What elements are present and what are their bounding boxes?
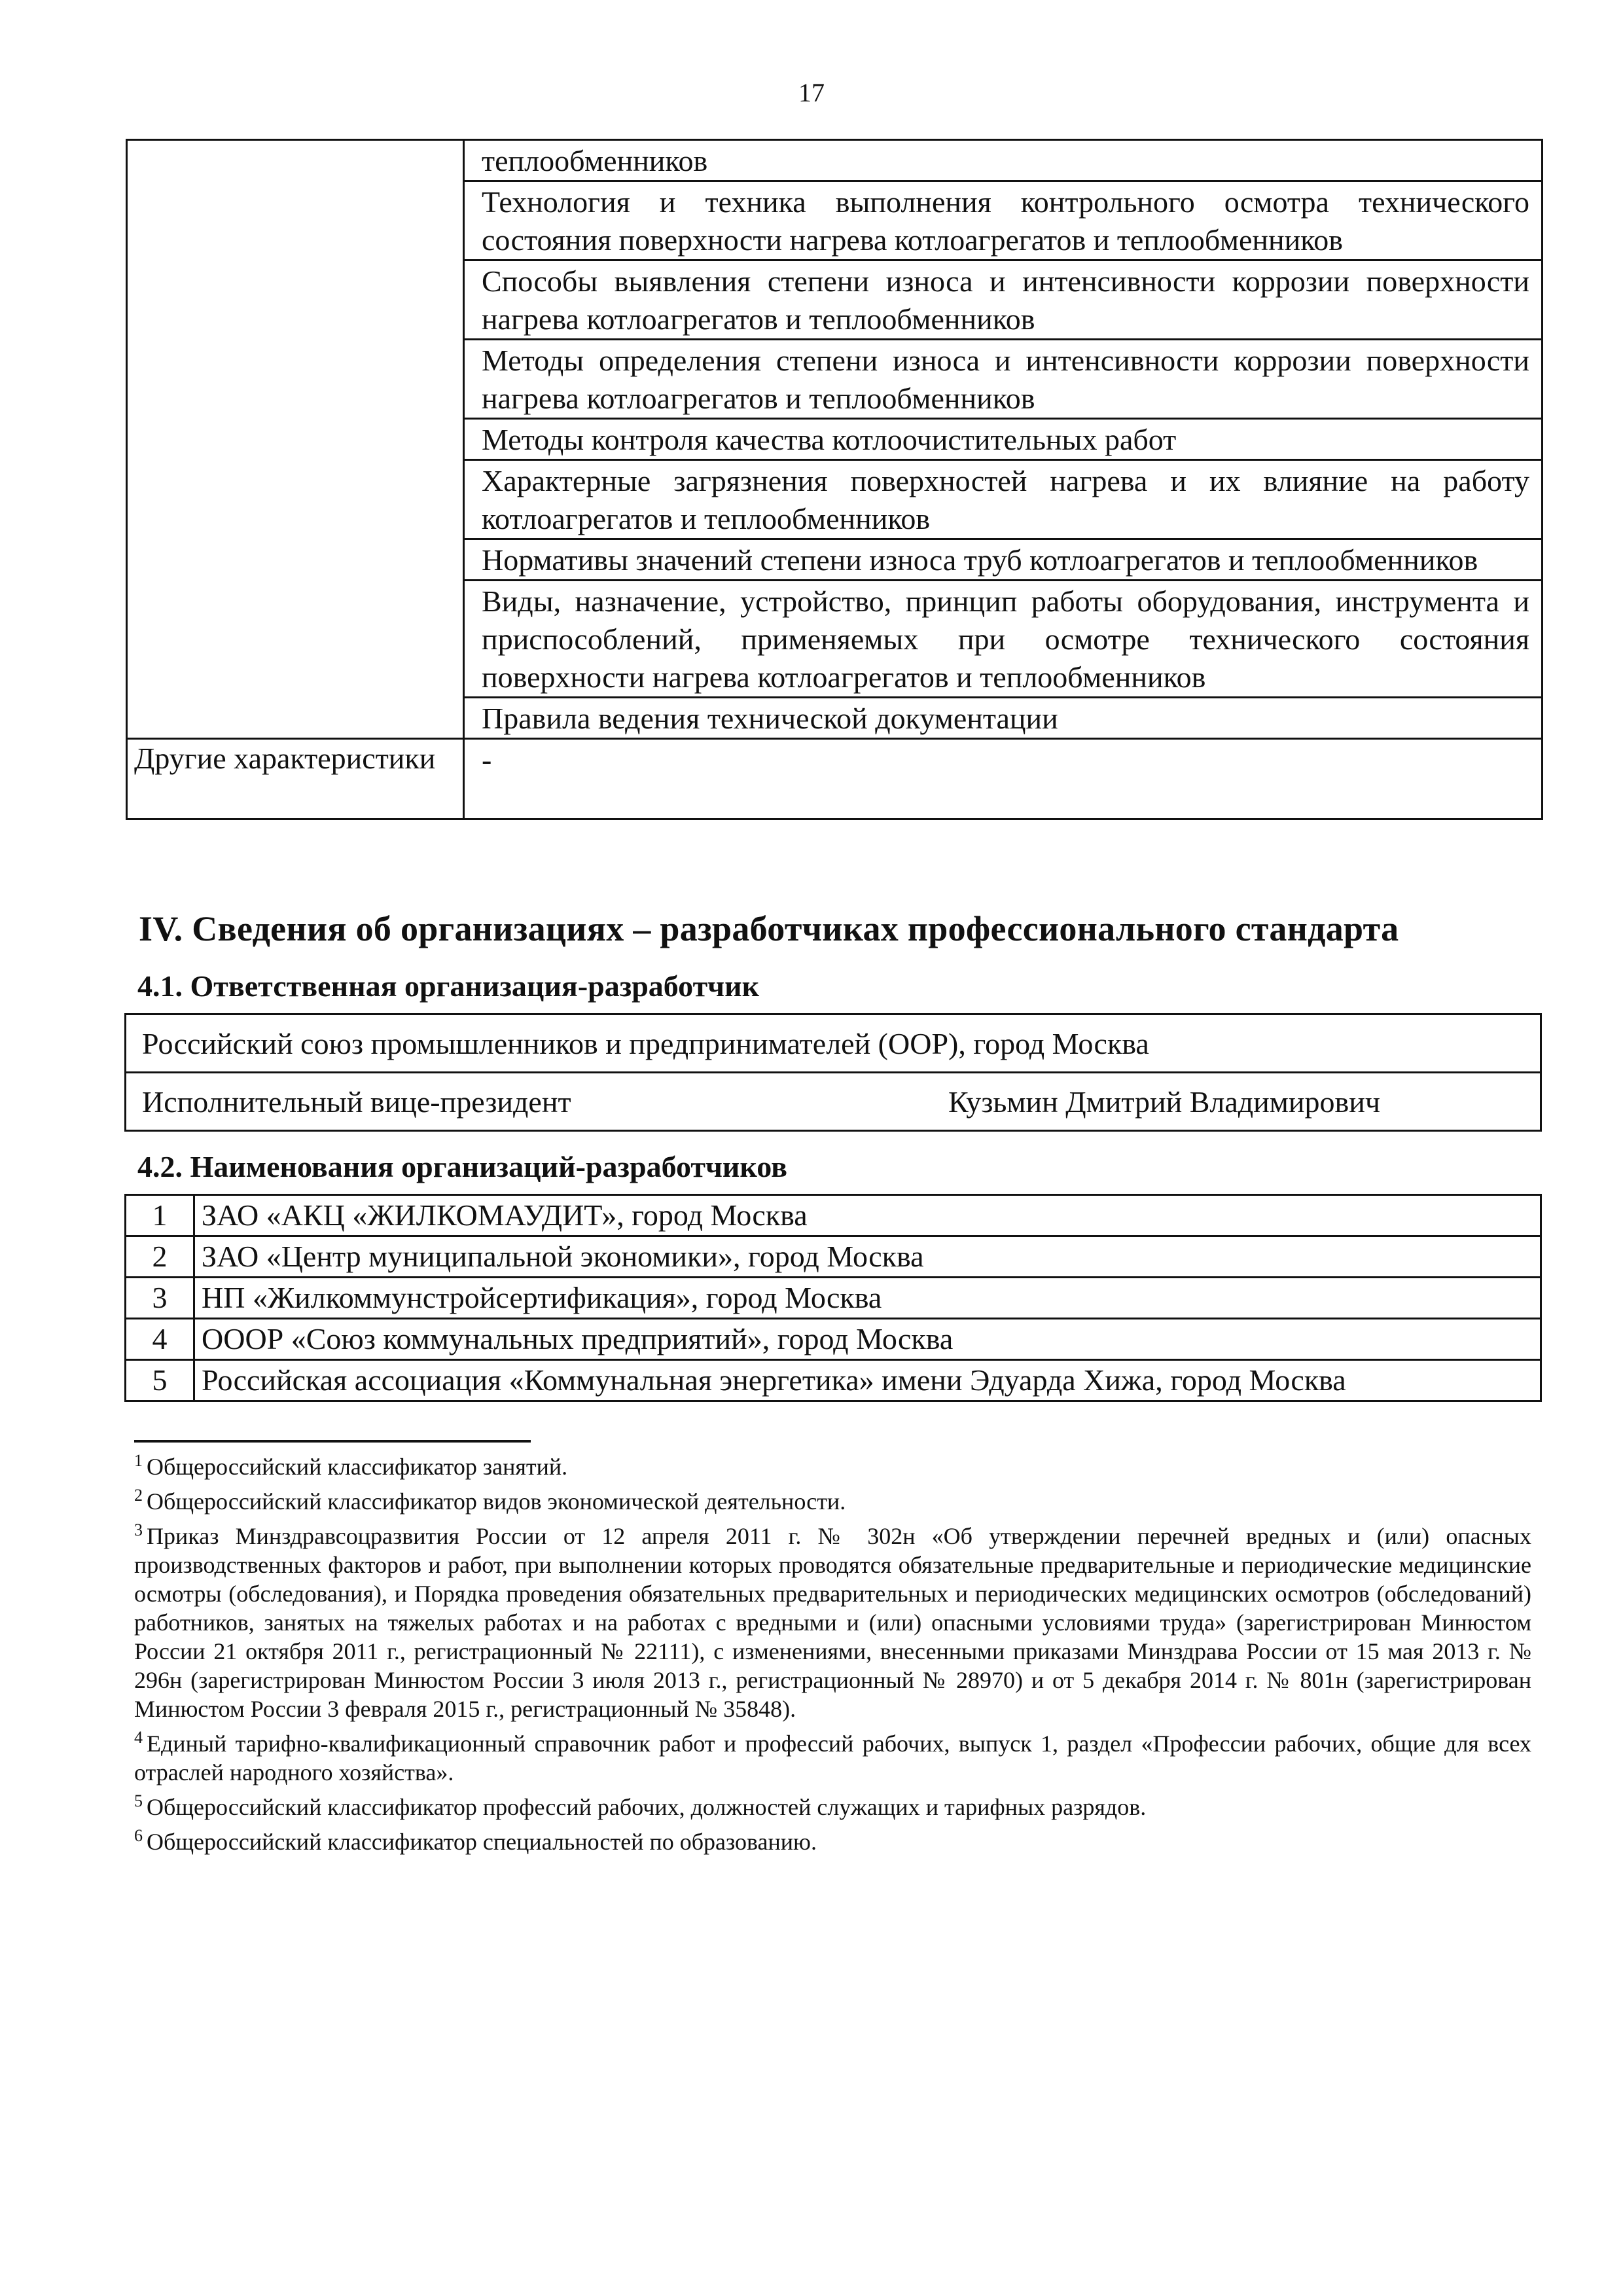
page-number: 17 [798, 78, 825, 107]
footnote-mark: 6 [134, 1826, 143, 1845]
developer-name: ЗАО «АКЦ «ЖИЛКОМАУДИТ», город Москва [194, 1195, 1541, 1236]
knowledge-table [126, 139, 1543, 820]
table-cell-empty [127, 140, 464, 739]
knowledge-item: теплообменников [464, 140, 1543, 181]
developer-name: ЗАО «Центр муниципальной экономики», город Москва [194, 1236, 1541, 1278]
section-title: IV. Сведения об организациях – разработчиках профессионального стандарта [139, 909, 1399, 948]
footnote-mark: 4 [134, 1728, 143, 1747]
developer-name: Российская ассоциация «Коммунальная энергетика» имени Эдуарда Хижа, город Москва [194, 1360, 1541, 1401]
knowledge-item: Правила ведения технической документации [464, 698, 1543, 739]
table-row [126, 1319, 1541, 1360]
knowledge-item: Технология и техника выполнения контрольного осмотра технического состояния поверхности нагрева котлоагрегатов и теплообменников [464, 181, 1543, 260]
footnote-mark: 5 [134, 1791, 143, 1810]
other-characteristics-value: - [464, 739, 1543, 819]
table-row [127, 140, 1543, 181]
knowledge-item: Методы контроля качества котлоочистительных работ [464, 419, 1543, 460]
signer-name: Кузьмин Дмитрий Владимирович [948, 1085, 1380, 1119]
footnote-mark: 1 [134, 1451, 143, 1470]
footnote [134, 1821, 1531, 1856]
footnote [134, 1446, 1531, 1481]
table-row [126, 1278, 1541, 1319]
responsible-org-heading: 4.1. Ответственная организация-разработчик [137, 969, 760, 1003]
table-row [127, 739, 1543, 819]
footnote-text: Общероссийский классификатор профессий рабочих, должностей служащих и тарифных разрядов. [147, 1794, 1147, 1820]
footnote-mark: 2 [134, 1486, 143, 1505]
other-characteristics-label: Другие характеристики [127, 739, 464, 819]
table-row [126, 1236, 1541, 1278]
developer-number: 1 [126, 1195, 194, 1236]
footnote-text: Единый тарифно-квалификационный справочник работ и профессий рабочих, выпуск 1, раздел «Профессии рабочих, общие для всех отраслей народного хозяйства». [134, 1731, 1531, 1785]
table-row [126, 1195, 1541, 1236]
table-row [126, 1014, 1541, 1073]
footnotes [134, 1446, 1531, 1856]
signer-cell [126, 1073, 1541, 1131]
footnote-text: Общероссийский классификатор занятий. [147, 1454, 568, 1480]
footnote-text: Приказ Минздравсоцразвития России от 12 апреля 2011 г. № 302н «Об утверждении перечней вредных и (или) опасных производственных факторов и работ, при выполнении которых проводятся обязательные предварительные и периодические медицинские осмотры (обследования), и Порядка проведения обязательных предварительных и периодических медицинских осмотров (обследований) работников, занятых на тяжелых работах и на работах с вредными и (или) опасными условиями труда» (зарегистрирован Минюстом России 21 октября 2011 г., регистрационный № 22111), с изменениями, внесенными приказами Минздрава России от 15 мая 2013 г. № 296н (зарегистрирован Минюстом России 3 июля 2013 г., регистрационный № 28970) и от 5 декабря 2014 г. № 801н (зарегистрирован Минюстом России 3 февраля 2015 г., регистрационный № 35848). [134, 1523, 1531, 1722]
knowledge-item: Нормативы значений степени износа труб котлоагрегатов и теплообменников [464, 539, 1543, 581]
footnote [134, 1481, 1531, 1516]
footnote-separator [134, 1440, 531, 1443]
developers-table [124, 1194, 1542, 1402]
developers-heading: 4.2. Наименования организаций-разработчиков [137, 1150, 787, 1183]
footnote [134, 1516, 1531, 1723]
developer-name: НП «Жилкоммунстройсертификация», город Москва [194, 1278, 1541, 1319]
developer-number: 2 [126, 1236, 194, 1278]
signer-row [142, 1085, 1524, 1119]
footnote-text: Общероссийский классификатор видов экономической деятельности. [147, 1488, 846, 1515]
responsible-org-name: Российский союз промышленников и предпринимателей (ООР), город Москва [126, 1014, 1541, 1073]
knowledge-item: Характерные загрязнения поверхностей нагрева и их влияние на работу котлоагрегатов и теплообменников [464, 460, 1543, 539]
knowledge-item: Методы определения степени износа и интенсивности коррозии поверхности нагрева котлоагрегатов и теплообменников [464, 340, 1543, 419]
footnote-mark: 3 [134, 1520, 143, 1539]
knowledge-item: Виды, назначение, устройство, принцип работы оборудования, инструмента и приспособлений, применяемых при осмотре технического состояния поверхности нагрева котлоагрегатов и теплообменников [464, 581, 1543, 698]
signer-position: Исполнительный вице-президент [142, 1085, 571, 1119]
developer-number: 4 [126, 1319, 194, 1360]
footnote-text: Общероссийский классификатор специальностей по образованию. [147, 1829, 817, 1855]
developer-number: 5 [126, 1360, 194, 1401]
footnote [134, 1723, 1531, 1787]
footnote [134, 1787, 1531, 1821]
responsible-org-table [124, 1013, 1542, 1132]
table-row [126, 1073, 1541, 1131]
developer-name: ОООР «Союз коммунальных предприятий», город Москва [194, 1319, 1541, 1360]
knowledge-item: Способы выявления степени износа и интенсивности коррозии поверхности нагрева котлоагрегатов и теплообменников [464, 260, 1543, 340]
developer-number: 3 [126, 1278, 194, 1319]
table-row [126, 1360, 1541, 1401]
